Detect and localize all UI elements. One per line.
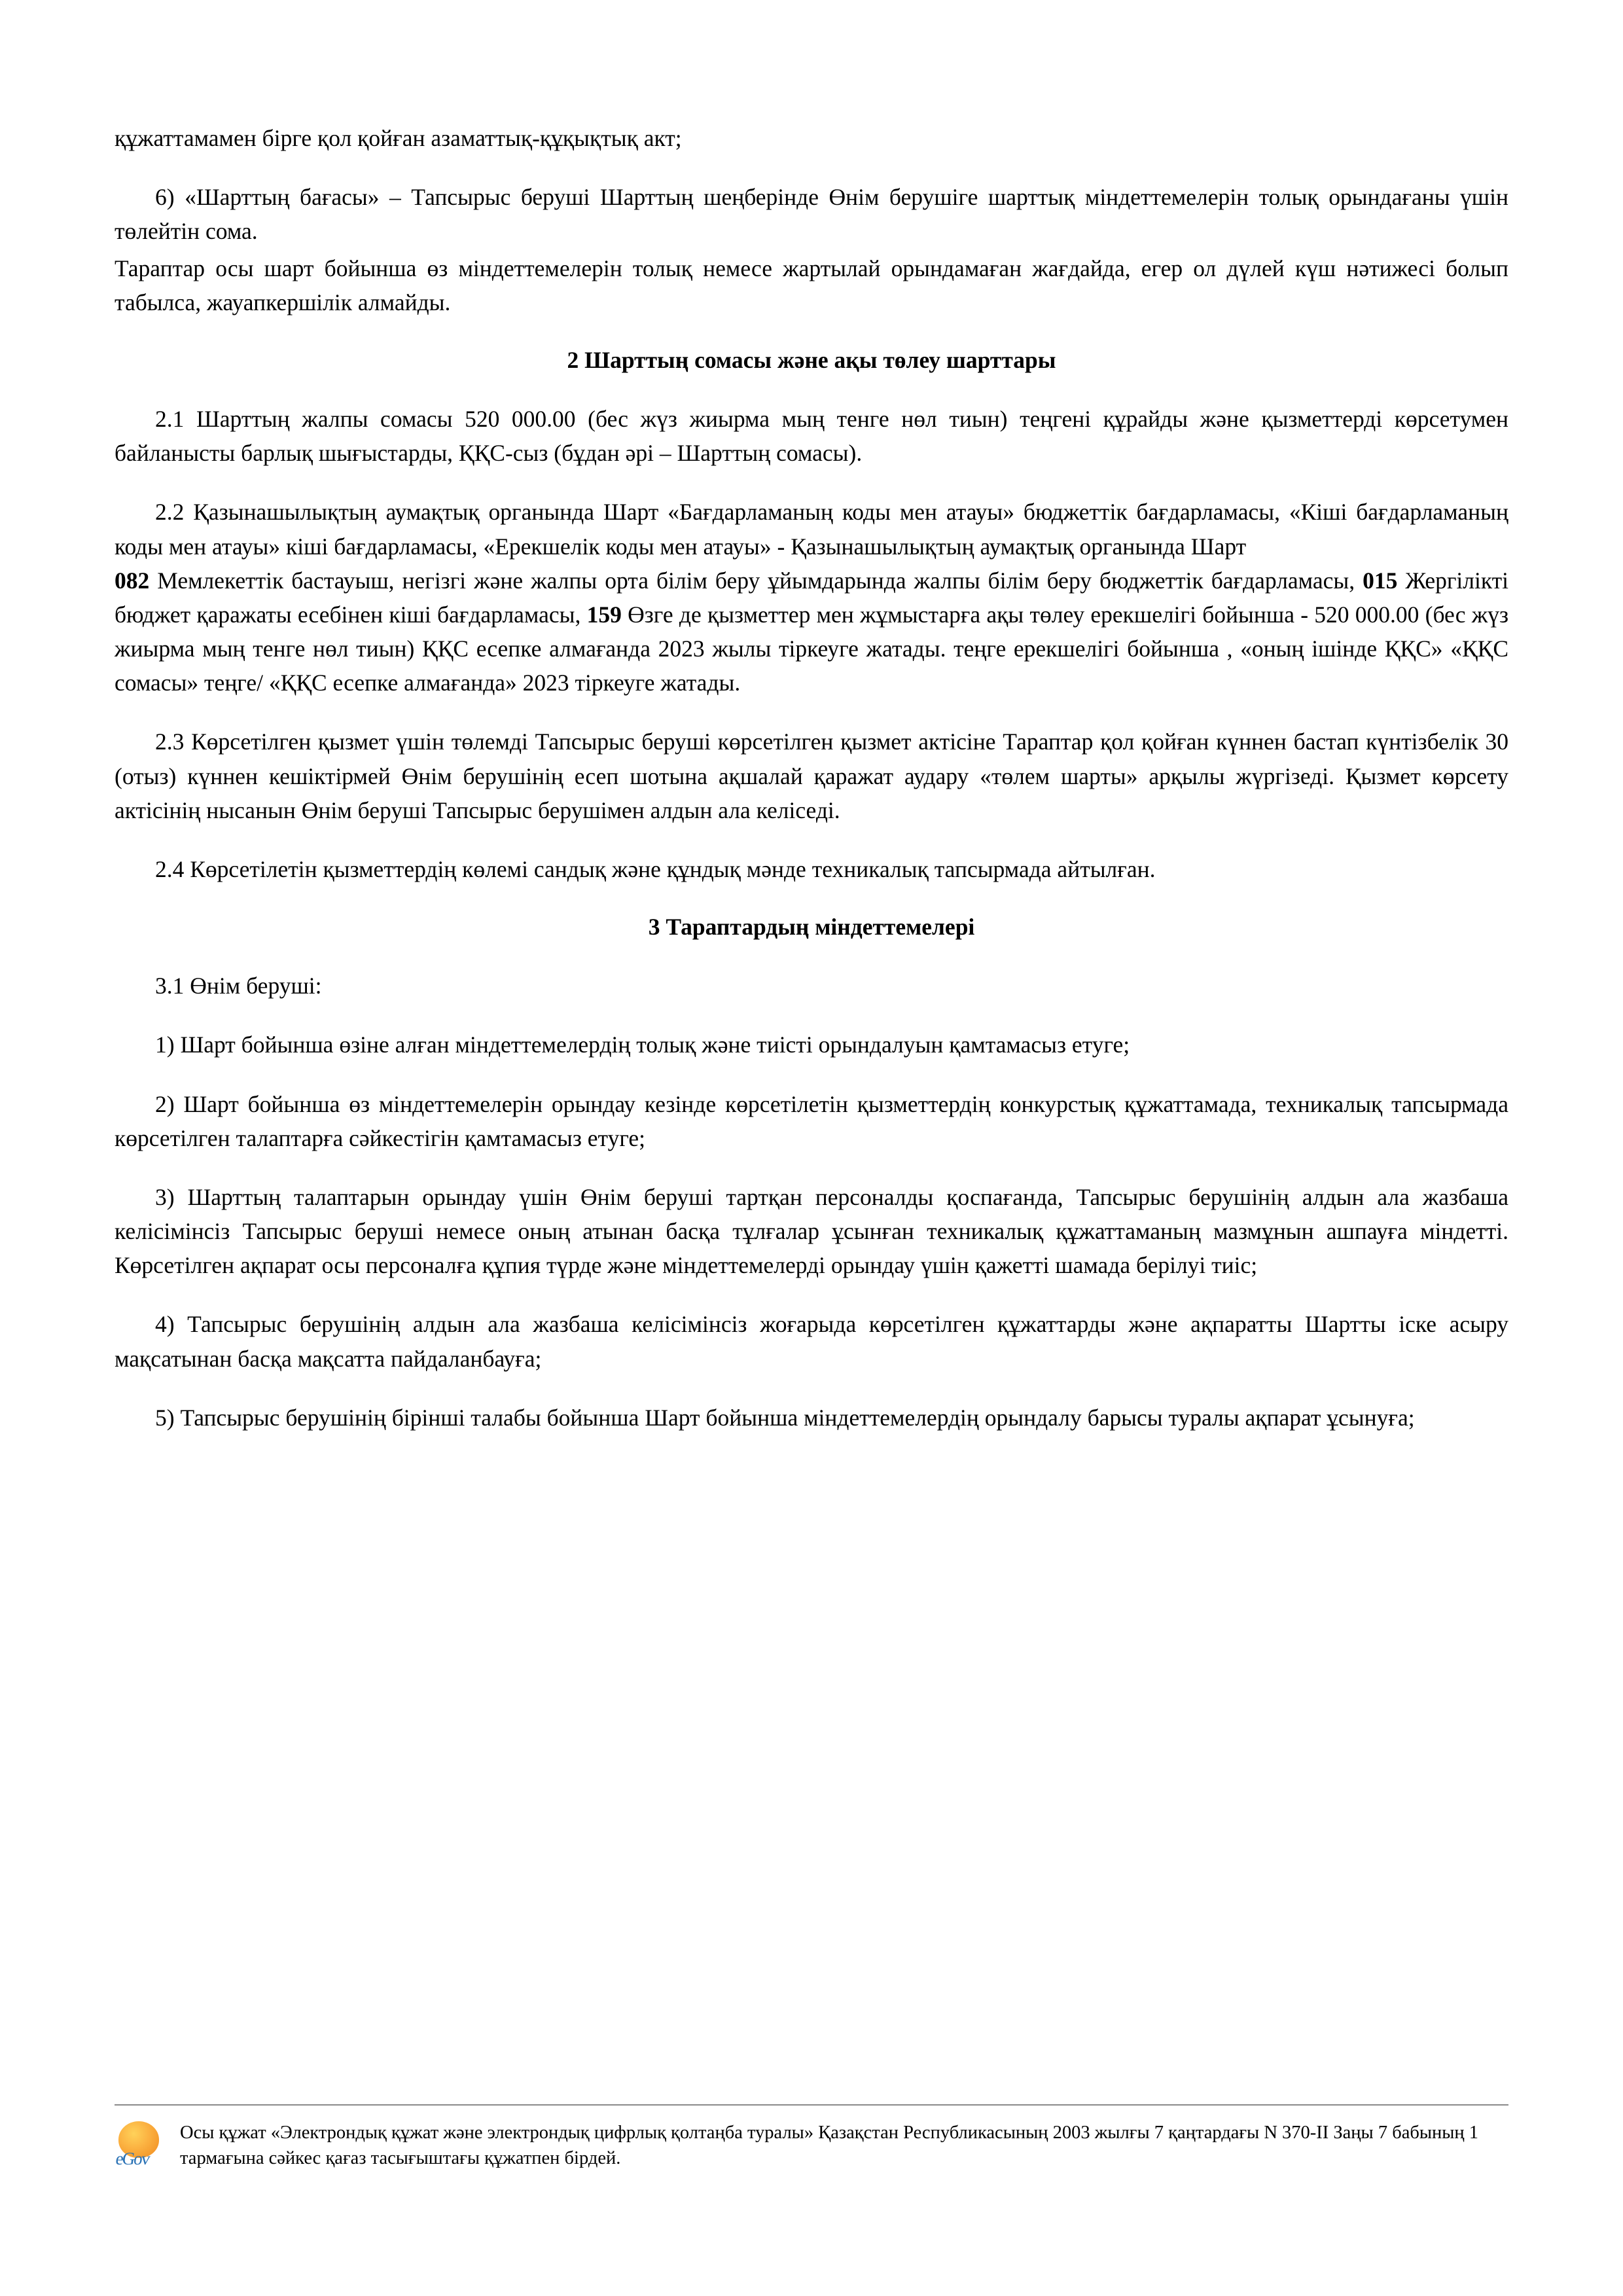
clause-2-2 [115,495,1508,700]
document-body [115,121,1508,1435]
page-footer [115,2104,1508,2172]
clause-2-2-part2: Мемлекеттік бастауыш, негізгі және жалпы орта білім беру ұйымдарында жалпы білім беру бюджеттік бағдарламасы, [149,567,1363,594]
heading-section-3: 3 Тараптардың міндеттемелері [648,914,975,941]
clause-2-2-part3: Жергілікті бюджет қаражаты есебінен кіші бағдарламасы, [115,567,1509,628]
clause-3-1: 3.1 Өнім беруші: [155,973,322,999]
footer-divider [115,2104,1508,2106]
paragraph-force-majeure: Тараптар осы шарт бойынша өз міндеттемелерін толық немесе жартылай орындамаған жағдайда, егер ол дүлей күш нәтижесі болып табылса, жауапкершілік алмайды. [115,255,1508,315]
obligation-item-4: 4) Тапсырыс берушінің алдын ала жазбаша келісімінсіз жоғарыда көрсетілген құжаттарды және ақпаратты Шартты іске асыру мақсатынан басқа мақсатта пайдаланбауға; [115,1311,1508,1372]
obligation-item-5: 5) Тапсырыс берушінің бірінші талабы бойынша Шарт бойынша міндеттемелердің орындалу барысы туралы ақпарат ұсынуға; [155,1404,1415,1431]
clause-2-1: 2.1 Шарттың жалпы сомасы 520 000.00 (бес жүз жиырма мың тенге нөл тиын) теңгені құрайды және қызметтерді көрсетумен байланысты барлық шығыстарды, ҚҚС-сыз (бұдан әрі – Шарттың сомасы). [115,406,1508,467]
budget-code-159: 159 [586,601,622,628]
obligation-item-2: 2) Шарт бойынша өз міндеттемелерін орындау кезінде көрсетілетін қызметтердің конкурстық құжаттамада, техникалық тапсырмада көрсетілген талаптарға сәйкестігін қамтамасыз етуге; [115,1090,1508,1151]
budget-code-015: 015 [1363,567,1398,594]
heading-section-2: 2 Шарттың сомасы және ақы төлеу шарттары [567,346,1056,373]
clause-2-4: 2.4 Көрсетілетін қызметтердің көлемі сандық және құндық мәнде техникалық тапсырмада айтылған. [155,855,1156,882]
paragraph-continuation: құжаттамамен бірге қол қойған азаматтық-құқықтық акт; [115,125,682,151]
paragraph-definition-price: 6) «Шарттың бағасы» – Тапсырыс беруші Шарттың шеңберінде Өнім берушіге шарттық міндеттемелерін толық орындағаны үшін төлейтін сома. [115,184,1508,245]
obligation-item-3: 3) Шарттың талаптарын орындау үшін Өнім беруші тартқан персоналды қоспағанда, Тапсырыс берушінің алдын ала жазбаша келісімінсіз Тапсырыс беруші немесе оның атынан басқа тұлғалар ұсынған техникалық құжаттаманың мазмұнын ашпауға міндетті. Көрсетілген ақпарат осы персоналға құпия түрде және міндеттемелерді орындау үшін қажетті шамада берілуі тиіс; [115,1183,1508,1279]
egov-logo-icon: eGov [115,2120,166,2171]
obligation-item-1: 1) Шарт бойынша өзіне алған міндеттемелердің толық және тиісті орындалуын қамтамасыз етуге; [155,1031,1130,1058]
clause-2-2-part1: 2.2 Қазынашылықтың аумақтық органында Шарт «Бағдарламаның коды мен атауы» бюджеттік бағдарламасы, «Кіші бағдарламаның коды мен атауы» кіші бағдарламасы, «Ерекшелік коды мен атауы» - Қазынашылықтың аумақтық органында Шарт [115,499,1508,560]
clause-2-3: 2.3 Көрсетілген қызмет үшін төлемді Тапсырыс беруші көрсетілген қызмет актісіне Тараптар қол қойған күннен бастап күнтізбелік 30 (отыз) күннен кешіктірмей Өнім берушінің есеп шотына ақшалай қаражат аудару «төлем шарты» арқылы жүргізеді. Қызмет көрсету актісінің нысанын Өнім беруші Тапсырыс берушімен алдын ала келіседі. [115,728,1508,823]
footer-legal-note: Осы құжат «Электрондық құжат және электрондық цифрлық қолтаңба туралы» Қазақстан Республикасының 2003 жылғы 7 қаңтардағы N 370-II Заңы 7 бабының 1 тармағына сәйкес қағаз тасығыштағы құжатпен бірдей. [180,2123,1479,2169]
clause-2-2-part4: Өзге де қызметтер мен жұмыстарға ақы төлеу ерекшелігі бойынша - 520 000.00 (бес жүз жиырма мың тенге нөл тиын) ҚҚС есепке алмағанда 2023 жылы тіркеуге жатады. теңге ерекшелігі бойынша , «оның ішінде ҚҚС» «ҚҚС сомасы» теңге/ «ҚҚС есепке алмағанда» 2023 тіркеуге жатады. [115,601,1509,696]
budget-code-082: 082 [115,567,150,594]
